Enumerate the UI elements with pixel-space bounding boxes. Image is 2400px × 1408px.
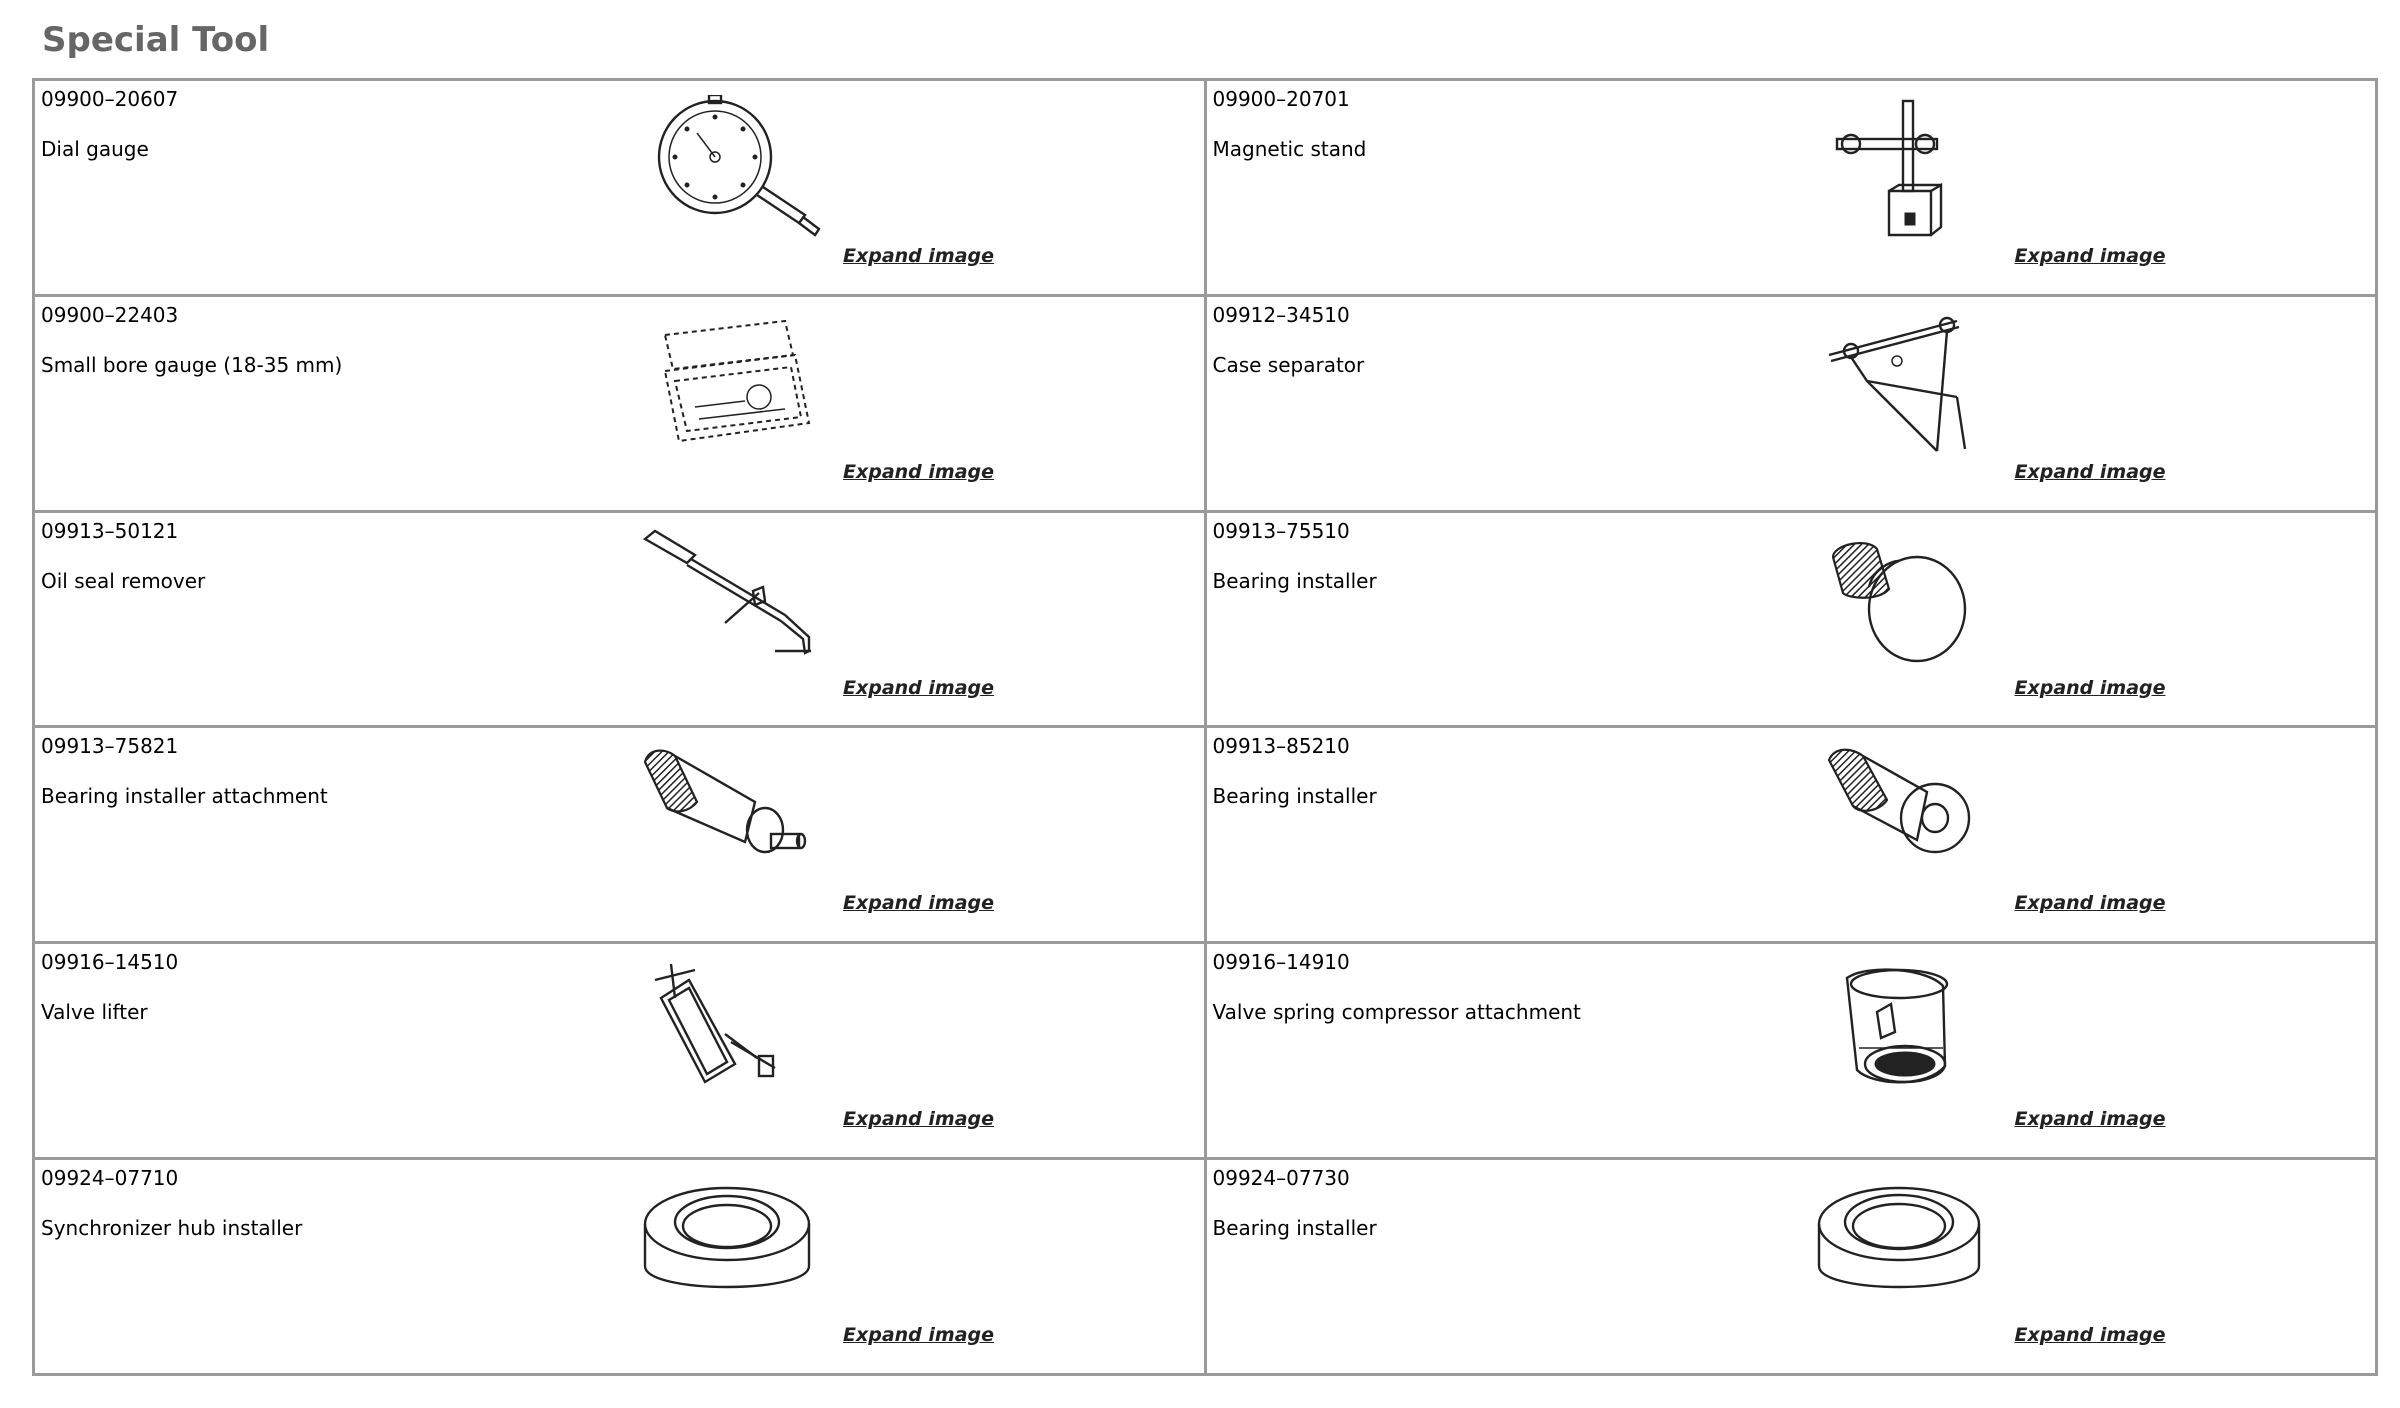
tool-name: Bearing installer attachment xyxy=(41,784,328,809)
tool-cell xyxy=(34,295,1206,511)
tool-name: Valve lifter xyxy=(41,1000,148,1025)
tool-cell xyxy=(34,943,1206,1159)
tool-cell xyxy=(1205,1159,2377,1375)
synchronizer-hub-installer-icon[interactable] xyxy=(635,1174,855,1324)
expand-image-link[interactable]: Expand image xyxy=(2014,1108,2166,1131)
tool-cell xyxy=(34,1159,1206,1375)
part-number: 09913–85210 xyxy=(1212,734,1350,759)
expand-image-link[interactable]: Expand image xyxy=(2014,676,2166,699)
part-number: 09916–14510 xyxy=(41,950,179,975)
valve-lifter-icon[interactable] xyxy=(635,958,855,1108)
tool-name: Oil seal remover xyxy=(41,568,206,593)
tool-cell xyxy=(1205,727,2377,943)
expand-image-link[interactable]: Expand image xyxy=(843,460,995,483)
dial-gauge-icon[interactable] xyxy=(635,95,855,245)
part-number: 09900–20607 xyxy=(41,87,179,111)
bearing-installer-attachment-icon[interactable] xyxy=(635,742,855,892)
tool-cell xyxy=(1205,80,2377,296)
table-row xyxy=(34,727,2377,943)
tool-name: Synchronizer hub installer xyxy=(41,1216,303,1241)
tool-cell xyxy=(1205,511,2377,727)
tool-cell xyxy=(1205,295,2377,511)
tool-name: Bearing installer xyxy=(1212,1216,1377,1241)
part-number: 09900–22403 xyxy=(41,302,179,327)
bearing-installer-icon[interactable] xyxy=(1807,1174,2027,1324)
special-tool-table xyxy=(32,78,2378,1376)
part-number: 09913–75821 xyxy=(41,734,179,759)
table-row xyxy=(34,511,2377,727)
tool-cell xyxy=(34,511,1206,727)
expand-image-link[interactable]: Expand image xyxy=(843,676,995,699)
expand-image-link[interactable]: Expand image xyxy=(843,1324,995,1347)
expand-image-link[interactable]: Expand image xyxy=(2014,460,2166,483)
part-number: 09900–20701 xyxy=(1212,87,1350,111)
expand-image-link[interactable]: Expand image xyxy=(2014,245,2166,267)
magnetic-stand-icon[interactable] xyxy=(1807,95,2027,245)
tool-name: Dial gauge xyxy=(41,137,149,161)
tool-cell xyxy=(34,727,1206,943)
part-number: 09924–07710 xyxy=(41,1166,179,1191)
expand-image-link[interactable]: Expand image xyxy=(843,1108,995,1131)
tool-name: Small bore gauge (18-35 mm) xyxy=(41,352,343,377)
tool-name: Case separator xyxy=(1212,352,1365,377)
oil-seal-remover-icon[interactable] xyxy=(635,527,855,677)
table-row xyxy=(34,943,2377,1159)
tool-name: Valve spring compressor attachment xyxy=(1212,1000,1581,1025)
expand-image-link[interactable]: Expand image xyxy=(843,245,995,267)
tool-cell xyxy=(1205,943,2377,1159)
tool-name: Magnetic stand xyxy=(1212,137,1367,161)
part-number: 09912–34510 xyxy=(1212,302,1350,327)
expand-image-link[interactable]: Expand image xyxy=(2014,892,2166,915)
part-number: 09913–50121 xyxy=(41,518,179,543)
table-row xyxy=(34,1159,2377,1375)
part-number: 09916–14910 xyxy=(1212,950,1350,975)
tool-name: Bearing installer xyxy=(1212,568,1377,593)
tool-cell xyxy=(34,80,1206,296)
valve-spring-compressor-attachment-icon[interactable] xyxy=(1807,958,2027,1108)
page-title: Special Tool xyxy=(42,20,270,60)
expand-image-link[interactable]: Expand image xyxy=(2014,1324,2166,1347)
part-number: 09924–07730 xyxy=(1212,1166,1350,1191)
small-bore-gauge-icon[interactable] xyxy=(635,311,855,461)
part-number: 09913–75510 xyxy=(1212,518,1350,543)
bearing-installer-icon[interactable] xyxy=(1807,742,2027,892)
table-row xyxy=(34,295,2377,511)
tool-name: Bearing installer xyxy=(1212,784,1377,809)
expand-image-link[interactable]: Expand image xyxy=(843,892,995,915)
bearing-installer-icon[interactable] xyxy=(1807,527,2027,677)
case-separator-icon[interactable] xyxy=(1807,311,2027,461)
table-row xyxy=(34,80,2377,296)
